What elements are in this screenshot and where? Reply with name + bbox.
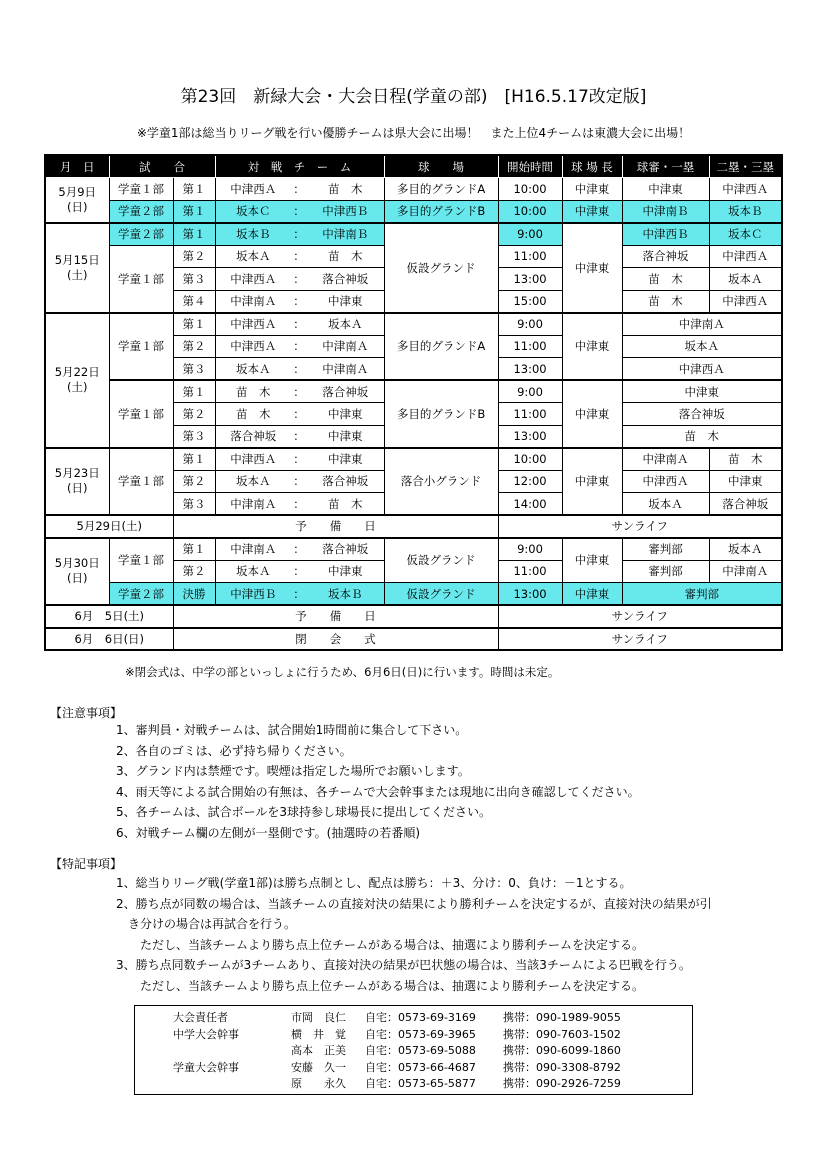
field-cell: 多目的グランドB — [384, 200, 498, 223]
contact-box — [134, 1005, 693, 1095]
team-2: 中津東 — [307, 560, 384, 583]
team-1: 中津西Ｂ — [215, 583, 291, 606]
vs-mark: ： — [291, 290, 307, 313]
game-no: 決勝 — [173, 583, 215, 606]
chief-cell: 中津東 — [562, 313, 622, 381]
team-1: 坂本Ａ — [215, 560, 291, 583]
team-1: 坂本Ａ — [215, 245, 291, 268]
umpire-cell: 中津西Ａ — [709, 290, 782, 313]
contact-row — [135, 1043, 692, 1060]
table-row — [45, 538, 782, 561]
special-item: ただし、当該チームより勝ち点上位チームがある場合は、抽選により勝利チームを決定する。 — [116, 978, 645, 993]
time-cell: 13:00 — [498, 358, 562, 381]
time-cell: 10:00 — [498, 448, 562, 471]
team-1: 坂本Ａ — [215, 470, 291, 493]
umpire-cell: 苗 木 — [622, 425, 782, 448]
vs-mark: ： — [291, 200, 307, 223]
reserve-cell: 予 備 日 — [173, 515, 498, 538]
contact-mobile-phone: 携帯：090-6099-1860 — [503, 1044, 621, 1057]
vs-mark: ： — [291, 245, 307, 268]
game-no: 第１ — [173, 380, 215, 403]
team-2: 落合神坂 — [307, 268, 384, 291]
contact-home-phone: 自宅：0573-65-5877 — [365, 1077, 476, 1090]
vs-mark: ： — [291, 268, 307, 291]
game-no: 第１ — [173, 313, 215, 336]
game-no: 第３ — [173, 358, 215, 381]
contact-role: 大会責任者 — [173, 1011, 228, 1024]
date-cell: 5月9日 (日) — [45, 178, 109, 223]
umpire-cell: 中津西Ａ — [709, 245, 782, 268]
team-2: 苗 木 — [307, 493, 384, 516]
chief-cell: 中津東 — [562, 583, 622, 606]
umpire-cell: 坂本Ｂ — [709, 200, 782, 223]
vs-mark: ： — [291, 425, 307, 448]
field-cell: 落合小グランド — [384, 448, 498, 516]
time-cell: 9:00 — [498, 223, 562, 246]
date-cell: 5月15日 (土) — [45, 223, 109, 313]
header-umpire-1: 球審・一塁 — [622, 155, 709, 178]
special-heading: 【特記事項】 — [50, 857, 123, 871]
game-no: 第３ — [173, 493, 215, 516]
game-no: 第２ — [173, 403, 215, 426]
vs-mark: ： — [291, 583, 307, 606]
team-2: 中津東 — [307, 403, 384, 426]
umpire-cell: 中津東 — [709, 470, 782, 493]
game-no: 第３ — [173, 425, 215, 448]
contact-name: 高本 正美 — [291, 1044, 346, 1057]
table-row — [45, 605, 782, 628]
game-no: 第４ — [173, 290, 215, 313]
note-item: 3、グランド内は禁煙です。喫煙は指定した場所でお願いします。 — [116, 764, 470, 778]
vs-mark: ： — [291, 403, 307, 426]
team-2: 坂本Ａ — [307, 313, 384, 336]
field-cell: 仮設グランド — [384, 538, 498, 583]
time-cell: 12:00 — [498, 470, 562, 493]
header-field: 球 場 — [384, 155, 498, 178]
venue-cell: サンライフ — [498, 628, 782, 651]
vs-mark: ： — [291, 335, 307, 358]
vs-mark: ： — [291, 493, 307, 516]
notes-heading: 【注意事項】 — [50, 706, 123, 720]
notes-list — [116, 720, 640, 843]
game-no: 第１ — [173, 200, 215, 223]
contact-role: 中学大会幹事 — [173, 1027, 239, 1041]
division-cell: 学童２部 — [109, 223, 173, 246]
division-cell: 学童１部 — [109, 178, 173, 201]
chief-cell: 中津東 — [562, 200, 622, 223]
special-list — [116, 873, 712, 996]
vs-mark: ： — [291, 538, 307, 561]
time-cell: 14:00 — [498, 493, 562, 516]
vs-mark: ： — [291, 560, 307, 583]
team-1: 落合神坂 — [215, 425, 291, 448]
table-row — [45, 178, 782, 201]
umpire-cell: 中津西Ｂ — [622, 223, 709, 246]
note-item: 2、各自のゴミは、必ず持ち帰りください。 — [116, 743, 352, 758]
umpire-cell: 苗 木 — [622, 290, 709, 313]
chief-cell: 中津東 — [562, 538, 622, 583]
game-no: 第３ — [173, 268, 215, 291]
venue-cell: サンライフ — [498, 605, 782, 628]
division-cell: 学童２部 — [109, 200, 173, 223]
contact-row — [135, 1076, 692, 1093]
umpire-cell: 中津西Ａ — [709, 178, 782, 201]
contact-name: 市岡 良仁 — [291, 1011, 346, 1024]
umpire-cell: 中津南Ａ — [709, 560, 782, 583]
umpire-cell: 苗 木 — [622, 268, 709, 291]
team-2: 中津南Ｂ — [307, 223, 384, 246]
header-time: 開始時間 — [498, 155, 562, 178]
chief-cell: 中津東 — [562, 448, 622, 516]
date-cell: 5月30日 (日) — [45, 538, 109, 606]
umpire-cell: 苗 木 — [709, 448, 782, 471]
contact-mobile-phone: 携帯：090-7603-1502 — [503, 1027, 621, 1041]
umpire-cell: 坂本Ａ — [709, 538, 782, 561]
team-1: 中津西Ａ — [215, 448, 291, 471]
team-2: 中津東 — [307, 425, 384, 448]
table-row — [45, 583, 782, 606]
team-1: 坂本Ｃ — [215, 200, 291, 223]
team-2: 苗 木 — [307, 178, 384, 201]
time-cell: 10:00 — [498, 178, 562, 201]
header-game: 試 合 — [109, 155, 215, 178]
table-row — [45, 223, 782, 246]
date-cell: 5月22日 (土) — [45, 313, 109, 448]
team-1: 中津西Ａ — [215, 335, 291, 358]
note-item: 5、各チームは、試合ボールを3球持参し球場長に提出してください。 — [116, 805, 492, 819]
time-cell: 15:00 — [498, 290, 562, 313]
time-cell: 13:00 — [498, 583, 562, 606]
contact-role — [135, 1076, 291, 1093]
umpire-cell: 坂本Ａ — [709, 268, 782, 291]
closing-cell: 閉 会 式 — [173, 628, 498, 651]
vs-mark: ： — [291, 380, 307, 403]
team-1: 中津南Ａ — [215, 538, 291, 561]
contact-home-phone: 自宅：0573-69-5088 — [365, 1044, 476, 1057]
table-row — [45, 313, 782, 336]
team-2: 中津西Ｂ — [307, 200, 384, 223]
special-item: き分けの場合は再試合を行う。 — [116, 917, 297, 931]
division-cell: 学童１部 — [109, 380, 173, 448]
umpire-cell: 中津西Ａ — [622, 470, 709, 493]
time-cell: 9:00 — [498, 380, 562, 403]
umpire-cell: 坂本Ａ — [622, 335, 782, 358]
game-no: 第１ — [173, 178, 215, 201]
time-cell: 11:00 — [498, 335, 562, 358]
umpire-cell: 中津南Ａ — [622, 313, 782, 336]
umpire-cell: 中津南Ａ — [622, 448, 709, 471]
division-cell: 学童１部 — [109, 448, 173, 516]
header-umpire-2: 二塁・三塁 — [709, 155, 782, 178]
contact-role: 学童大会幹事 — [173, 1060, 239, 1074]
field-cell: 多目的グランドB — [384, 380, 498, 448]
note-item: 4、雨天等による試合開始の有無は、各チームで大会幹事または現地に出向き確認してください。 — [116, 784, 640, 799]
team-1: 苗 木 — [215, 403, 291, 426]
umpire-cell: 審判部 — [622, 560, 709, 583]
vs-mark: ： — [291, 223, 307, 246]
game-no: 第１ — [173, 448, 215, 471]
vs-mark: ： — [291, 470, 307, 493]
time-cell: 13:00 — [498, 425, 562, 448]
contact-home-phone: 自宅：0573-69-3965 — [365, 1027, 476, 1041]
page-title: 第23回 新緑大会・大会日程(学童の部) [H16.5.17改定版] — [180, 87, 647, 107]
umpire-cell: 審判部 — [622, 583, 782, 606]
umpire-cell: 落合神坂 — [622, 403, 782, 426]
special-item: ただし、当該チームより勝ち点上位チームがある場合は、抽選により勝利チームを決定する。 — [116, 937, 645, 952]
team-1: 中津南Ａ — [215, 493, 291, 516]
team-2: 中津東 — [307, 290, 384, 313]
game-no: 第２ — [173, 470, 215, 493]
table-row — [45, 448, 782, 471]
note-item: 1、審判員・対戦チームは、試合開始1時間前に集合して下さい。 — [116, 723, 468, 737]
contact-name: 安藤 久一 — [291, 1060, 346, 1074]
date-cell: 6月 6日(日) — [45, 628, 173, 651]
venue-cell: サンライフ — [498, 515, 782, 538]
page-subtitle: ※学童1部は総当りリーグ戦を行い優勝チームは県大会に出場！ また上位4チームは東濃大会に出場！ — [136, 126, 691, 140]
umpire-cell: 中津西Ａ — [622, 358, 782, 381]
time-cell: 11:00 — [498, 560, 562, 583]
division-cell: 学童２部 — [109, 583, 173, 606]
time-cell: 13:00 — [498, 268, 562, 291]
table-row — [45, 380, 782, 403]
field-cell: 仮設グランド — [384, 223, 498, 313]
chief-cell: 中津東 — [562, 223, 622, 313]
team-1: 中津南Ａ — [215, 290, 291, 313]
team-1: 坂本Ｂ — [215, 223, 291, 246]
contact-row — [135, 1027, 692, 1044]
reserve-cell: 予 備 日 — [173, 605, 498, 628]
schedule-table — [44, 154, 783, 651]
time-cell: 11:00 — [498, 403, 562, 426]
team-1: 中津西Ａ — [215, 178, 291, 201]
contact-row — [135, 1010, 692, 1027]
umpire-cell: 審判部 — [622, 538, 709, 561]
time-cell: 11:00 — [498, 245, 562, 268]
contact-row — [135, 1060, 692, 1077]
team-1: 坂本Ａ — [215, 358, 291, 381]
contact-name: 原 永久 — [291, 1077, 346, 1090]
closing-footnote: ※閉会式は、中学の部といっしょに行うため、6月6日(日)に行います。時間は未定。 — [125, 665, 560, 679]
umpire-cell: 落合神坂 — [622, 245, 709, 268]
umpire-cell: 坂本Ａ — [622, 493, 709, 516]
umpire-cell: 坂本Ｃ — [709, 223, 782, 246]
contact-mobile-phone: 携帯：090-3308-8792 — [503, 1060, 621, 1074]
team-2: 中津南Ａ — [307, 358, 384, 381]
vs-mark: ： — [291, 358, 307, 381]
game-no: 第１ — [173, 223, 215, 246]
time-cell: 9:00 — [498, 538, 562, 561]
vs-mark: ： — [291, 178, 307, 201]
team-2: 落合神坂 — [307, 538, 384, 561]
header-teams: 対 戦 チ ー ム — [215, 155, 384, 178]
chief-cell: 中津東 — [562, 380, 622, 448]
special-item: 2、勝ち点が同数の場合は、当該チームの直接対決の結果により勝利チームを決定するが、直接対決の結果が引 — [116, 896, 712, 911]
table-row — [45, 200, 782, 223]
division-cell: 学童１部 — [109, 313, 173, 381]
game-no: 第１ — [173, 538, 215, 561]
contact-mobile-phone: 携帯：090-1989-9055 — [503, 1011, 621, 1024]
header-row — [45, 155, 782, 178]
team-1: 中津西Ａ — [215, 268, 291, 291]
umpire-cell: 落合神坂 — [709, 493, 782, 516]
contact-name: 横 井 覚 — [291, 1027, 346, 1041]
team-2: 中津南Ａ — [307, 335, 384, 358]
time-cell: 9:00 — [498, 313, 562, 336]
game-no: 第２ — [173, 560, 215, 583]
team-2: 落合神坂 — [307, 470, 384, 493]
team-2: 中津東 — [307, 448, 384, 471]
umpire-cell: 中津東 — [622, 178, 709, 201]
contact-role — [135, 1043, 291, 1060]
team-1: 苗 木 — [215, 380, 291, 403]
umpire-cell: 中津東 — [622, 380, 782, 403]
vs-mark: ： — [291, 448, 307, 471]
team-1: 中津西Ａ — [215, 313, 291, 336]
header-chief: 球 場 長 — [562, 155, 622, 178]
game-no: 第２ — [173, 245, 215, 268]
special-item: 3、勝ち点同数チームが3チームあり、直接対決の結果が巴状態の場合は、当該3チームによる巴戦を行う。 — [116, 958, 691, 972]
note-item: 6、対戦チーム欄の左側が一塁側です。(抽選時の若番順) — [116, 825, 421, 840]
table-row — [45, 515, 782, 538]
time-cell: 10:00 — [498, 200, 562, 223]
chief-cell: 中津東 — [562, 178, 622, 201]
division-cell: 学童１部 — [109, 245, 173, 313]
team-2: 苗 木 — [307, 245, 384, 268]
team-2: 坂本Ｂ — [307, 583, 384, 606]
contact-home-phone: 自宅：0573-66-4687 — [365, 1060, 476, 1074]
field-cell: 仮設グランド — [384, 583, 498, 606]
game-no: 第２ — [173, 335, 215, 358]
special-item: 1、総当りリーグ戦(学童1部)は勝ち点制とし、配点は勝ち：＋3、分け：0、負け：－1とする。 — [116, 876, 632, 890]
field-cell: 多目的グランドA — [384, 178, 498, 201]
vs-mark: ： — [291, 313, 307, 336]
date-cell: 5月23日 (日) — [45, 448, 109, 516]
date-cell: 5月29日(土) — [45, 515, 173, 538]
contact-mobile-phone: 携帯：090-2926-7259 — [503, 1077, 621, 1090]
field-cell: 多目的グランドA — [384, 313, 498, 381]
contact-home-phone: 自宅：0573-69-3169 — [365, 1011, 476, 1024]
team-2: 落合神坂 — [307, 380, 384, 403]
umpire-cell: 中津南Ｂ — [622, 200, 709, 223]
header-date: 月 日 — [45, 155, 109, 178]
date-cell: 6月 5日(土) — [45, 605, 173, 628]
division-cell: 学童１部 — [109, 538, 173, 583]
table-row — [45, 628, 782, 651]
